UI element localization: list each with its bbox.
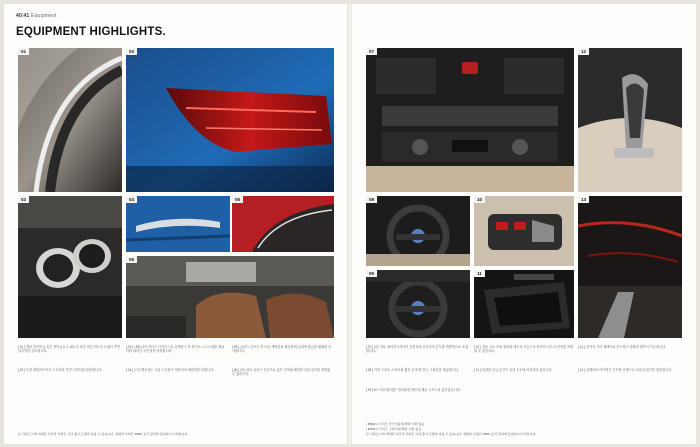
photo-number: 02 <box>18 196 29 203</box>
caption-11: [ 11 ] 다양한 수납 공간이 실내 곳곳에 마련되어 있습니다. <box>474 368 553 372</box>
photo-08 <box>366 196 470 266</box>
photo-number: 11 <box>474 270 485 277</box>
photo-12 <box>578 48 682 192</box>
caption-12: [ 12 ] 전자식 기어 셀렉터로 부드럽고 정확한 변속이 가능합니다. <box>578 345 667 349</box>
photo-number: 04 <box>126 196 137 203</box>
left-page <box>4 4 348 444</box>
page-number: 40|41 Equipment <box>16 13 57 19</box>
photo-number: 08 <box>366 196 377 203</box>
photo-05 <box>232 196 334 252</box>
caption-05: [ 05 ] 글라스 루프는 탁 트인 개방감을 제공하며 실내에 충분한 채광을 선사합니다. <box>232 345 332 354</box>
photo-number: 05 <box>232 196 243 203</box>
photo-number: 07 <box>366 48 377 55</box>
caption-03: [ 03 ] LED 리어 라이트 디자인으로 선명한 'L'자 라이트 시그니처를 제공하며 뛰어난 시인성을 자랑합니다. <box>126 345 225 354</box>
right-page <box>352 4 696 444</box>
page-title: EQUIPMENT HIGHLIGHTS. <box>16 26 166 38</box>
footnote-right-2: ² BMW 4 시리즈 그란쿠페 해당 사항 없음. <box>366 427 423 431</box>
photo-number: 06 <box>126 256 137 263</box>
photo-06 <box>126 256 334 338</box>
caption-06: [ 06 ] 파노라마 글라스 선루프로 넓은 시야와 쾌적한 실내 공간을 경험할 수 있습니다. <box>232 368 331 377</box>
caption-02: [ 02 ] 트윈 테일파이프가 스포티한 후면 디자인을 완성합니다. <box>18 368 103 372</box>
photo-07 <box>366 48 574 192</box>
footnote-left: 본 카탈로그에 게재된 사진과 사양은 국내 출시 모델과 다를 수 있습니다. 정확한 사양은 BMW 공식 딜러에 문의하시기 바랍니다. <box>18 432 189 436</box>
photo-number: 10 <box>474 196 485 203</box>
photo-09 <box>366 270 470 338</box>
footnote-right-1: ¹ BMW 4 시리즈 카브리올레 해당 사항 없음. <box>366 422 426 426</box>
photo-number: 01 <box>18 48 29 55</box>
footnote-right-3: 본 카탈로그에 게재된 사진과 사양은 국내 출시 모델과 다를 수 있습니다. 정확한 사양은 BMW 공식 딜러에 문의하시기 바랍니다. <box>366 432 537 436</box>
photo-01 <box>18 48 122 192</box>
caption-13: [ 13 ] 인테리어 라이팅은 은은한 조명으로 실내 분위기를 연출합니다. <box>578 368 673 372</box>
caption-07: [ 07 ] 2존 자동 에어컨디셔닝이 운전석과 조수석의 온도를 개별적으로 조절합니다. <box>366 345 469 354</box>
photo-number: 03 <box>126 48 137 55</box>
caption-08: [ 08 ] 가죽 스포츠 스티어링 휠은 손에 잘 맞는 그립감을 제공합니다. <box>366 368 459 372</box>
photo-13 <box>578 196 682 338</box>
photo-number: 13 <box>578 196 589 203</box>
photo-02 <box>18 196 122 338</box>
photo-number: 09 <box>366 270 377 277</box>
photo-number: 12 <box>578 48 589 55</box>
photo-10 <box>474 196 574 266</box>
caption-10: [ 10 ] 전동 시트 조절 장치와 메모리 기능으로 최적의 시트 포지션을 저장할 수 있습니다. <box>474 345 574 354</box>
photo-11 <box>474 270 574 338</box>
caption-04: [ 04 ] 도어 핸들에는 크롬 스트립이 적용되어 세련미를 더합니다. <box>126 368 215 372</box>
caption-09: [ 09 ] M 스티어링 휠은 멀티펑션 버튼과 패들 시프트를 갖추었습니다. <box>366 388 461 392</box>
photo-04 <box>126 196 230 252</box>
caption-01: [ 01 ] 새틴 알루미늄 혹은 하이글로스 쉐도우 라인 마감 윈도우 트림이 측면 실루엣을 강조합니다. <box>18 345 121 354</box>
photo-03 <box>126 48 334 192</box>
